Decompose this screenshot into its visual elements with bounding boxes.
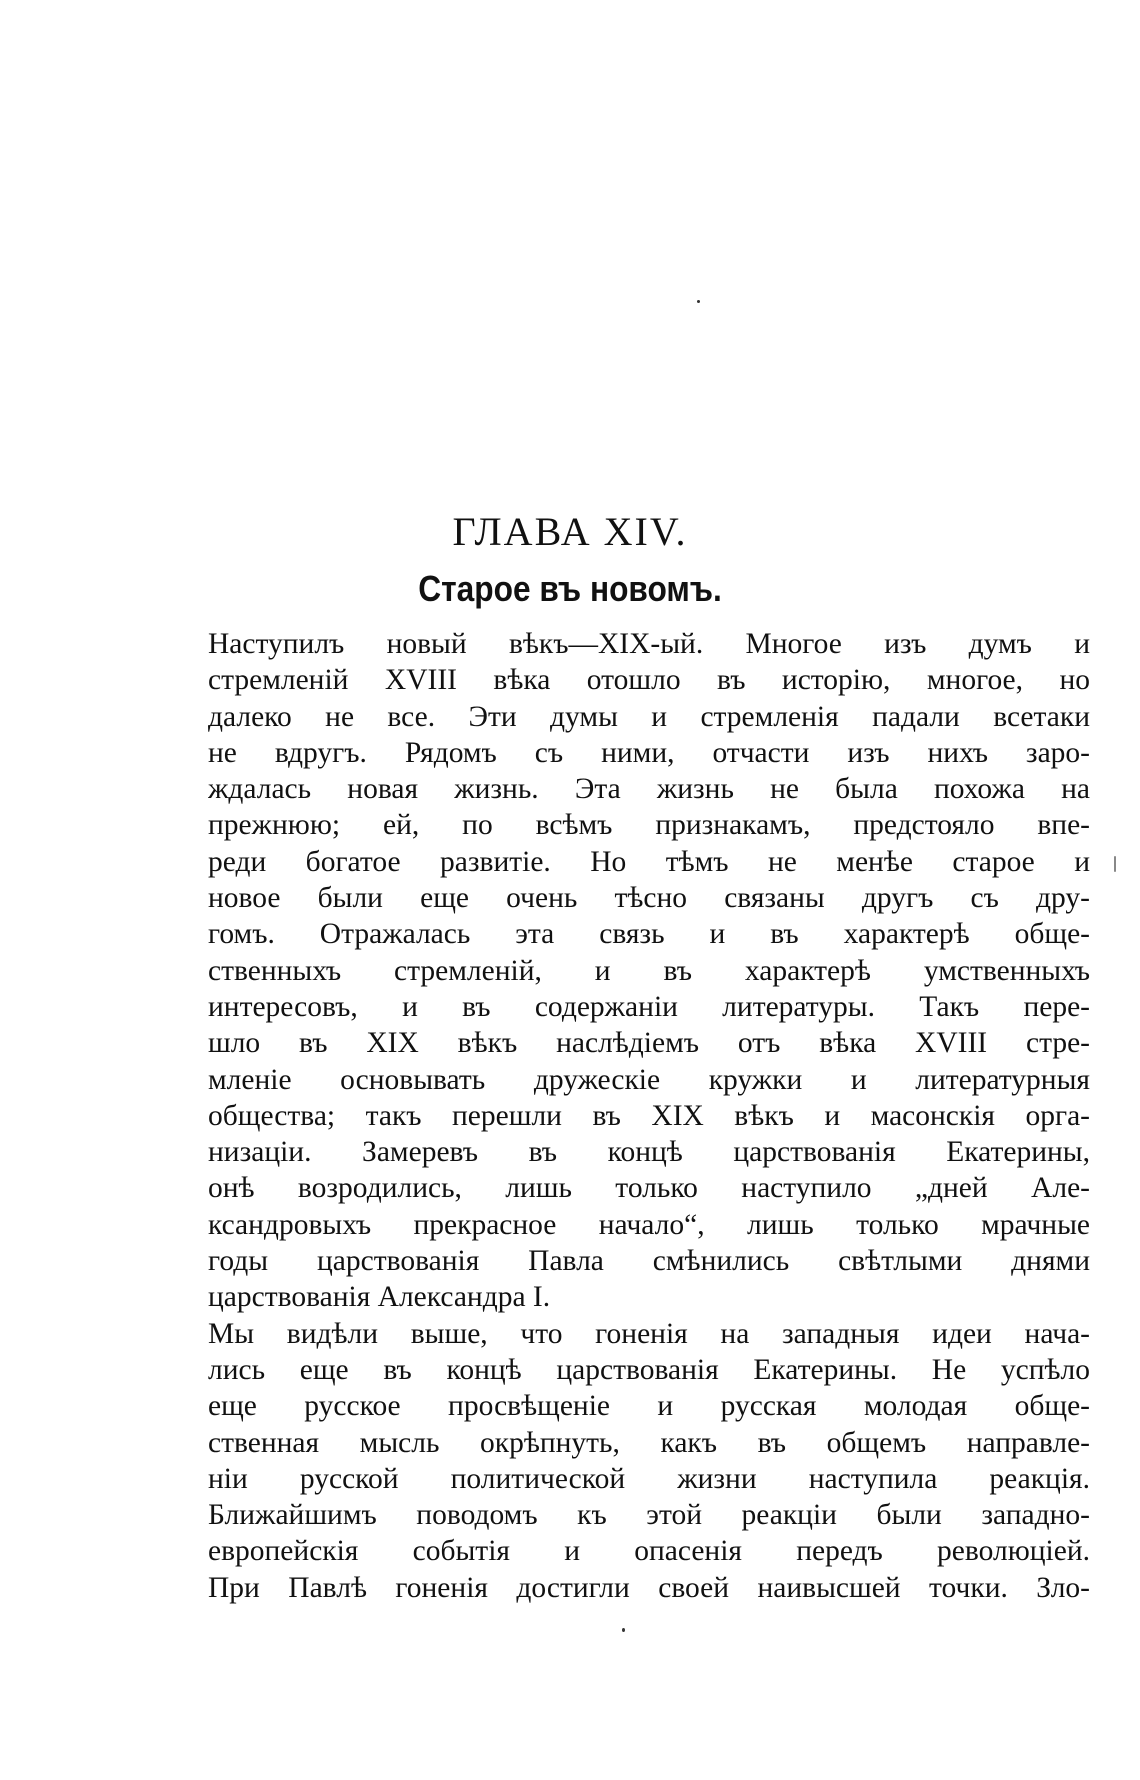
body-text	[208, 626, 1090, 1606]
text-line: прежнюю; ей, по всѣмъ признакамъ, предстояло впе-	[208, 809, 1090, 842]
print-speck	[1114, 856, 1116, 872]
text-line: новое были еще очень тѣсно связаны другъ съ дру-	[208, 882, 1090, 915]
text-line: общества; такъ перешли въ XIX вѣкъ и масонскія орга-	[208, 1099, 1090, 1132]
text-line: ждалась новая жизнь. Эта жизнь не была похожа на	[208, 773, 1090, 806]
text-line: Наступилъ новый вѣкъ—XIX-ый. Многое изъ думъ и	[208, 628, 1090, 660]
text-line: ніи русской политической жизни наступила реакція.	[208, 1462, 1090, 1495]
print-speck	[697, 300, 700, 303]
text-line: еще русское просвѣщеніе и русская молодая обще-	[208, 1390, 1090, 1423]
chapter-heading: ГЛАВА XIV.	[452, 509, 688, 554]
paragraph	[208, 1316, 1090, 1606]
text-line: европейскія событія и опасенія передъ революціей.	[208, 1535, 1090, 1568]
text-line: При Павлѣ гоненія достигли своей наивысшей точки. Зло-	[208, 1571, 1090, 1604]
paragraph	[208, 626, 1090, 1316]
text-line: реди богатое развитіе. Но тѣмъ не менѣе старое и	[208, 845, 1090, 878]
text-line: не вдругъ. Рядомъ съ ними, отчасти изъ нихъ заро-	[208, 736, 1090, 769]
chapter-title: Старое въ новомъ.	[418, 568, 722, 609]
text-line: онѣ возродились, лишь только наступило „дней Але-	[208, 1172, 1090, 1205]
text-line: лись еще въ концѣ царствованія Екатерины. Не успѣло	[208, 1353, 1090, 1386]
text-line: низаціи. Замеревъ въ концѣ царствованія Екатерины,	[208, 1136, 1090, 1169]
text-line: шло въ XIX вѣкъ наслѣдіемъ отъ вѣка XVIII стре-	[208, 1027, 1090, 1060]
text-line: годы царствованія Павла смѣнились свѣтлыми днями	[208, 1245, 1090, 1278]
text-line: ственная мысль окрѣпнуть, какъ въ общемъ направле-	[208, 1426, 1090, 1459]
text-line: царствованія Александра I.	[208, 1281, 551, 1314]
text-line: гомъ. Отражалась эта связь и въ характерѣ обще-	[208, 918, 1090, 951]
text-line: стремленій XVIII вѣка отошло въ исторію, многое, но	[208, 664, 1090, 697]
text-line: интересовъ, и въ содержаніи литературы. Такъ пере-	[208, 990, 1090, 1023]
text-line: Ближайшимъ поводомъ къ этой реакціи были западно-	[208, 1499, 1090, 1532]
text-line: ственныхъ стремленій, и въ характерѣ умственныхъ	[208, 954, 1090, 987]
print-speck	[622, 1628, 625, 1632]
text-line: мленіе основывать дружескіе кружки и литературныя	[208, 1063, 1090, 1096]
text-line: Мы видѣли выше, что гоненія на западныя идеи нача-	[208, 1317, 1090, 1350]
text-line: далеко не все. Эти думы и стремленія падали всетаки	[208, 700, 1090, 733]
text-line: ксандровыхъ прекрасное начало“, лишь только мрачные	[208, 1208, 1090, 1241]
